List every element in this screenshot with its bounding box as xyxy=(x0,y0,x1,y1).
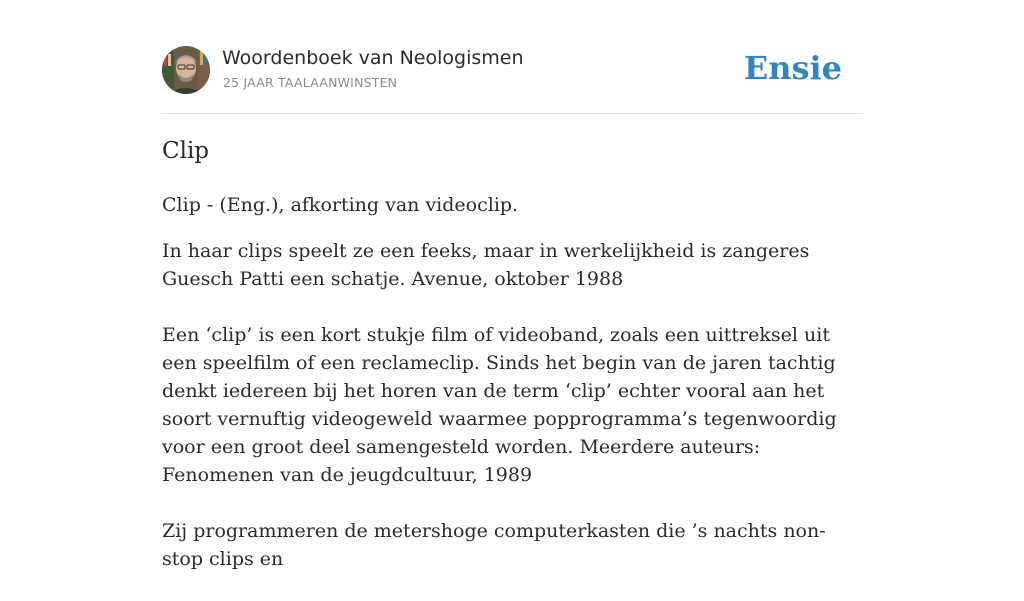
site-name[interactable]: Woordenboek van Neologismen xyxy=(222,47,524,69)
entry-definition: Clip - (Eng.), afkorting van videoclip. xyxy=(162,194,519,216)
quote-paragraph: Een ‘clip’ is een kort stukje film of videoband, zoals een uittreksel uit een speelfilm of een reclameclip. Sinds het begin van de jaren tachtig denkt iedereen bij het horen van de term ‘clip’ echter vooral aan het soort vernuftig videogeweld waarmee popprogramma’s tegenwoordig voor een groot deel samengesteld worden. Meerdere auteurs: Fenomenen van de jeugdcultuur, 1989 xyxy=(162,324,837,486)
brand-logo[interactable]: Ensie xyxy=(743,49,842,87)
entry-title: Clip xyxy=(162,138,210,164)
site-subtitle: 25 JAAR TAALAANWINSTEN xyxy=(223,75,398,90)
quote-paragraph: Zij programmeren de metershoge computerkasten die ’s nachts non-stop clips en xyxy=(162,520,826,570)
quotes-list xyxy=(162,237,864,601)
author-avatar[interactable] xyxy=(162,46,210,94)
site-header xyxy=(162,46,862,96)
header-divider xyxy=(162,113,862,114)
quote-paragraph: In haar clips speelt ze een feeks, maar in werkelijkheid is zangeres Guesch Patti een schatje. Avenue, oktober 1988 xyxy=(162,240,810,290)
